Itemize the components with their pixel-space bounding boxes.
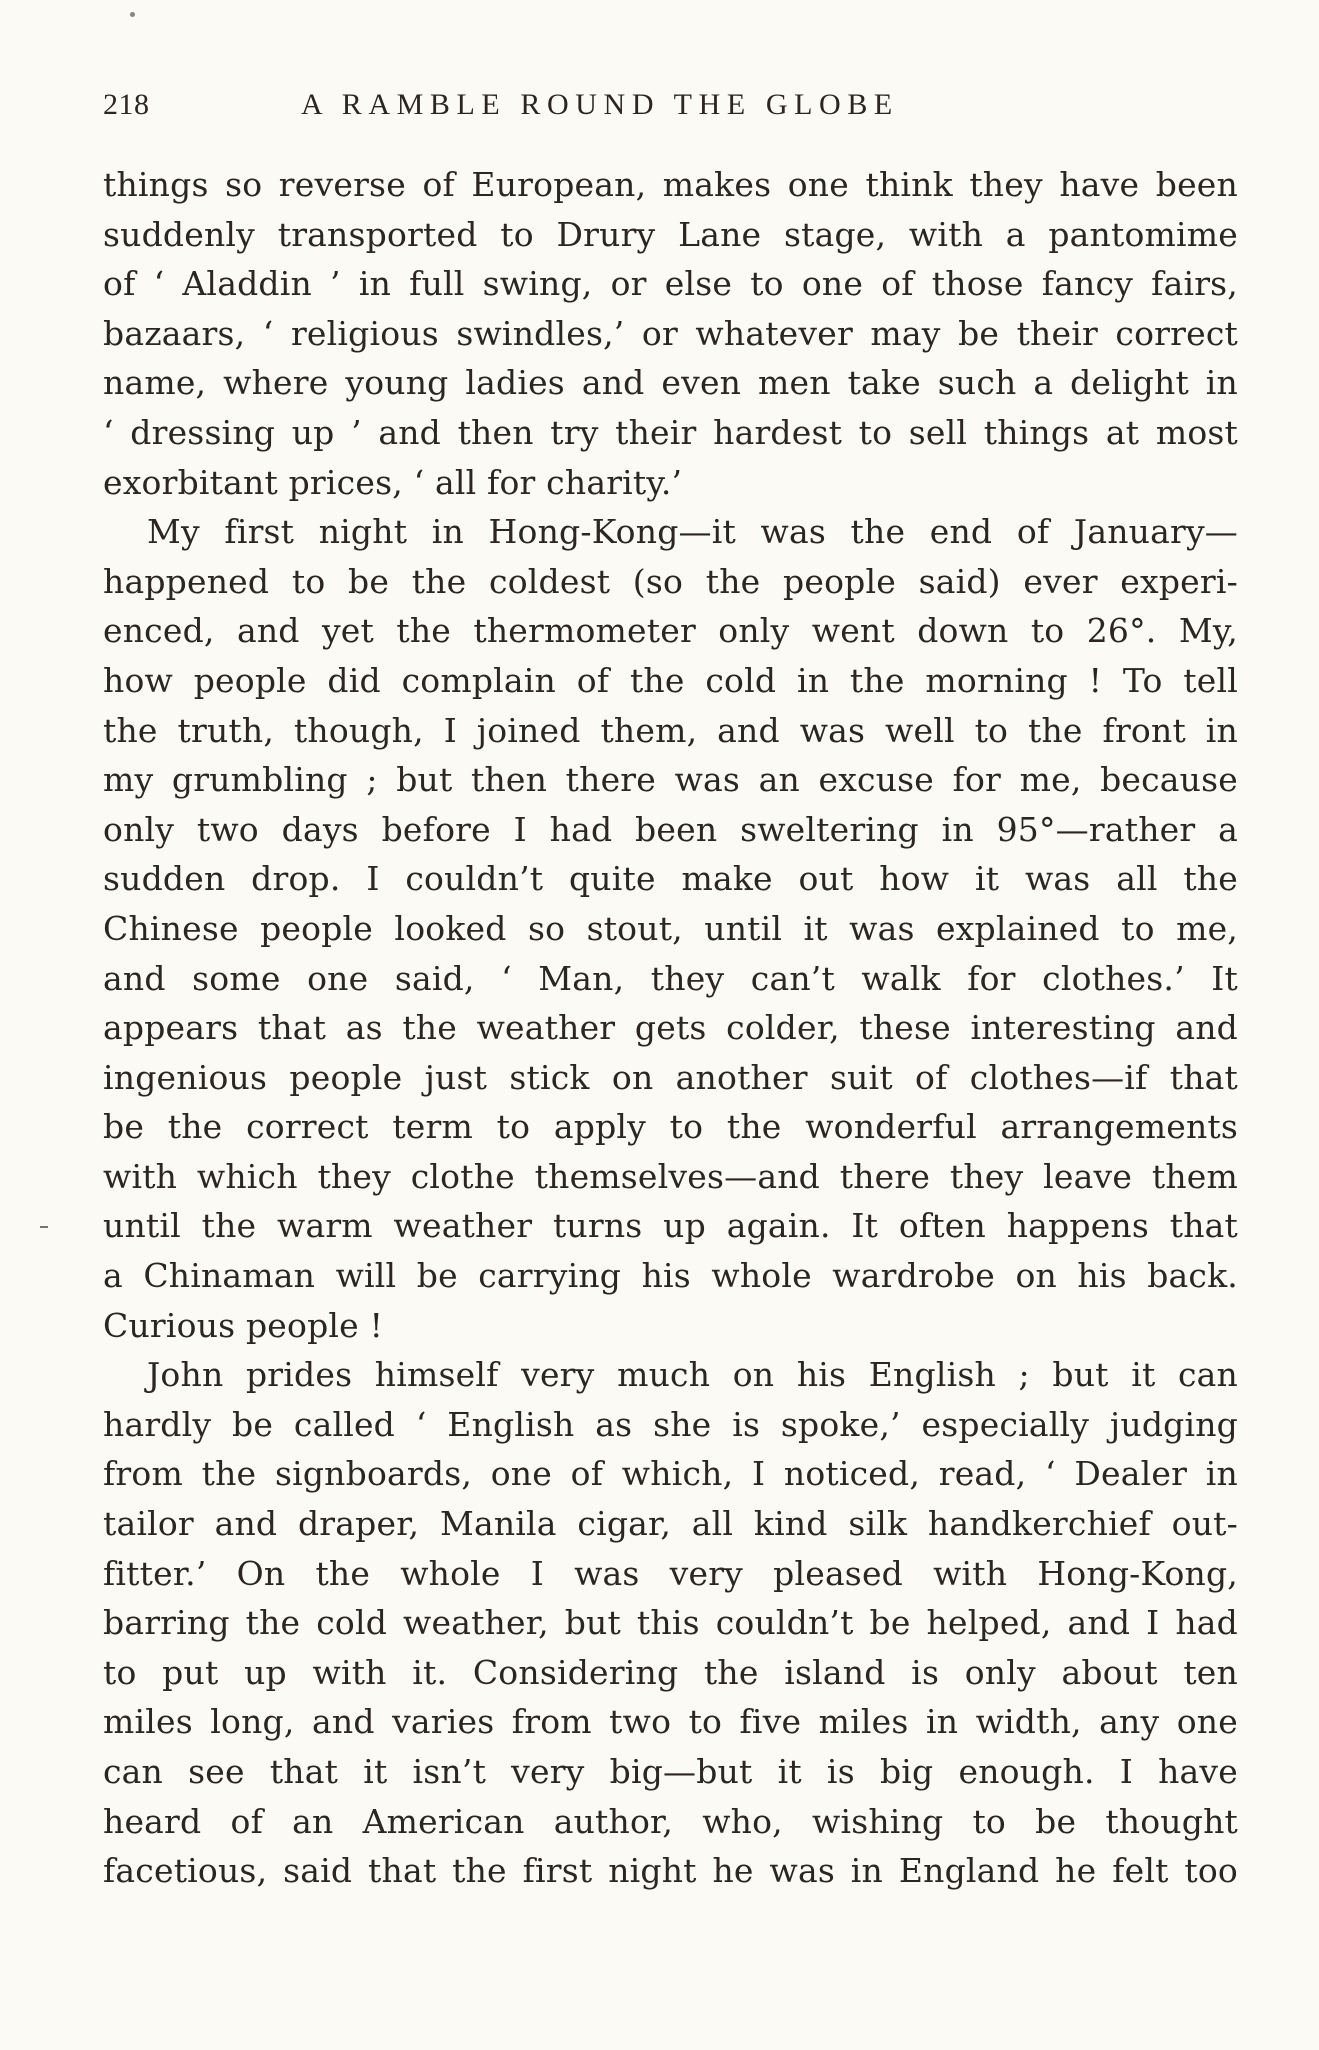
- text-line: things so reverse of European, makes one think they have been: [103, 165, 1238, 204]
- text-line: appears that as the weather gets colder, these interesting and: [103, 1008, 1238, 1048]
- text-line: can see that it isn’t very big—but it is big enough. I have: [103, 1752, 1238, 1791]
- page-number: 218: [103, 88, 150, 121]
- text-line: facetious, said that the first night he was in England he felt too: [103, 1851, 1238, 1891]
- text-line: and some one said, ‘ Man, they can’t walk for clothes.’ It: [103, 958, 1238, 998]
- page-header: [103, 88, 1238, 128]
- text-line: to put up with it. Considering the island is only about ten: [103, 1652, 1238, 1692]
- text-line: with which they clothe themselves—and there they leave them: [103, 1156, 1238, 1196]
- margin-mark: [40, 1226, 48, 1228]
- text-line: be the correct term to apply to the wonderful arrangements: [103, 1107, 1238, 1147]
- text-line: suddenly transported to Drury Lane stage, with a pantomime: [103, 214, 1238, 254]
- text-line: barring the cold weather, but this couldn’t be helped, and I had: [103, 1603, 1238, 1643]
- text-line: a Chinaman will be carrying his whole wardrobe on his back.: [103, 1256, 1238, 1296]
- text-line: Chinese people looked so stout, until it was explained to me,: [103, 908, 1238, 948]
- text-line: enced, and yet the thermometer only went down to 26°. My,: [103, 611, 1238, 651]
- text-line: from the signboards, one of which, I noticed, read, ‘ Dealer in: [103, 1454, 1238, 1494]
- text-line: until the warm weather turns up again. It often happens that: [103, 1206, 1238, 1246]
- text-line: ‘ dressing up ’ and then try their hardest to sell things at most: [103, 412, 1238, 452]
- body-text: [103, 160, 1238, 1896]
- text-line: the truth, though, I joined them, and was well to the front in: [103, 710, 1238, 750]
- text-line: exorbitant prices, ‘ all for charity.’: [103, 462, 683, 502]
- text-line: bazaars, ‘ religious swindles,’ or whatever may be their correct: [103, 313, 1238, 353]
- print-speck: [130, 12, 135, 17]
- text-line: hardly be called ‘ English as she is spoke,’ especially judging: [103, 1404, 1238, 1444]
- text-line: of ‘ Aladdin ’ in full swing, or else to one of those fancy fairs,: [103, 264, 1238, 304]
- text-line: heard of an American author, who, wishing to be thought: [103, 1801, 1238, 1841]
- text-line: only two days before I had been sweltering in 95°—rather a: [103, 809, 1238, 849]
- text-line: name, where young ladies and even men take such a delight in: [103, 363, 1238, 403]
- running-title: A RAMBLE ROUND THE GLOBE: [301, 88, 899, 121]
- text-line: fitter.’ On the whole I was very pleased with Hong-Kong,: [103, 1553, 1238, 1593]
- text-line: tailor and draper, Manila cigar, all kind silk handkerchief out-: [103, 1504, 1238, 1544]
- text-line: ingenious people just stick on another suit of clothes—if that: [103, 1057, 1238, 1097]
- text-line: happened to be the coldest (so the people said) ever experi-: [103, 561, 1238, 601]
- text-line: sudden drop. I couldn’t quite make out how it was all the: [103, 859, 1238, 899]
- text-line: miles long, and varies from two to five miles in width, any one: [103, 1702, 1238, 1742]
- text-line: my grumbling ; but then there was an excuse for me, because: [103, 760, 1238, 800]
- paragraph-start-line: My first night in Hong-Kong—it was the end of January—: [147, 512, 1238, 552]
- paragraph-start-line: John prides himself very much on his English ; but it can: [147, 1355, 1238, 1395]
- text-line: Curious people !: [103, 1305, 384, 1345]
- text-line: how people did complain of the cold in the morning ! To tell: [103, 660, 1238, 700]
